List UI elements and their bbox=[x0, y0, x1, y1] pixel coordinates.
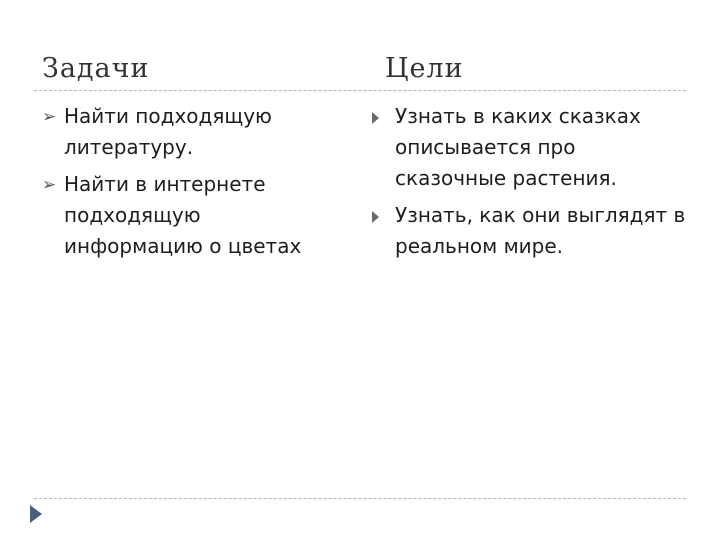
list-item bbox=[42, 101, 342, 163]
checkmark-arrow-icon: ➢ bbox=[42, 107, 57, 127]
bottom-divider bbox=[34, 498, 686, 499]
triangle-bullet-icon bbox=[372, 211, 379, 223]
tasks-heading: Задачи bbox=[42, 53, 150, 84]
task-text: Найти в интернете подходящую информацию о цветах bbox=[64, 172, 302, 258]
list-item bbox=[42, 169, 342, 262]
goals-heading: Цели bbox=[385, 53, 464, 84]
top-divider bbox=[34, 90, 686, 91]
task-text: Найти подходящую литературу. bbox=[64, 104, 272, 159]
triangle-bullet-icon bbox=[372, 112, 379, 124]
goal-text: Узнать, как они выглядят в реальном мире. bbox=[395, 203, 686, 258]
next-slide-arrow-icon[interactable] bbox=[30, 505, 42, 523]
list-item bbox=[370, 101, 690, 194]
goal-text: Узнать в каких сказках описывается про сказочные растения. bbox=[395, 104, 641, 190]
goals-list bbox=[370, 101, 690, 268]
tasks-list bbox=[42, 101, 342, 268]
list-item bbox=[370, 200, 690, 262]
checkmark-arrow-icon: ➢ bbox=[42, 175, 57, 195]
